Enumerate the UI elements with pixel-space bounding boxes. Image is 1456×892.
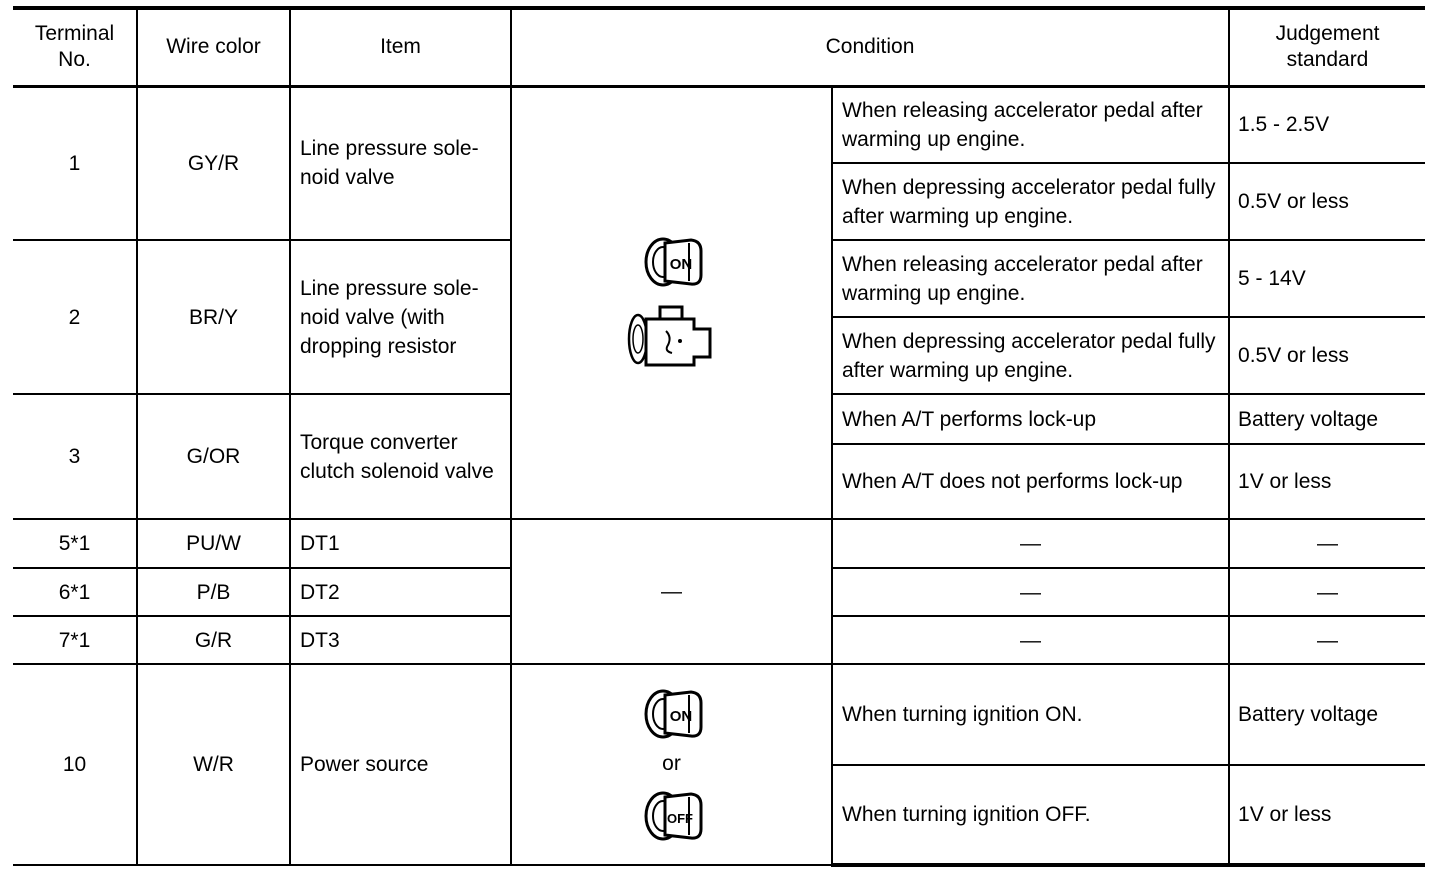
judgement-value: —	[1229, 616, 1425, 664]
judgement-value: Battery voltage	[1229, 394, 1425, 444]
item-name: DT3	[290, 616, 511, 664]
item-name: Line pressure sole-noid valve (with dropping resistor	[290, 240, 511, 394]
condition-text: —	[832, 519, 1229, 568]
condition-text: When turning ignition ON.	[832, 664, 1229, 765]
table-row	[13, 664, 1425, 765]
svg-text:ON: ON	[669, 707, 692, 725]
judgement-value: 1V or less	[1229, 765, 1425, 865]
terminal-spec-table	[13, 6, 1425, 867]
judgement-value: —	[1229, 519, 1425, 568]
ignition-key-on-icon	[639, 683, 705, 745]
terminal-number: 6*1	[13, 568, 137, 616]
svg-text:ON: ON	[669, 255, 692, 273]
header-item: Item	[290, 8, 511, 86]
condition-icons-group-c	[511, 664, 832, 865]
judgement-value: 1V or less	[1229, 444, 1425, 519]
condition-text: When depressing accelerator pedal fully after warming up engine.	[832, 163, 1229, 240]
condition-icons-group-b: —	[511, 519, 832, 664]
terminal-number: 1	[13, 86, 137, 240]
header-row	[13, 8, 1425, 86]
item-name: Torque converter clutch solenoid valve	[290, 394, 511, 519]
header-condition: Condition	[511, 8, 1229, 86]
header-terminal: Terminal No.	[13, 8, 137, 86]
terminal-number: 7*1	[13, 616, 137, 664]
wire-color: PU/W	[137, 519, 290, 568]
table-row	[13, 519, 1425, 568]
judgement-value: 5 - 14V	[1229, 240, 1425, 317]
terminal-number: 3	[13, 394, 137, 519]
judgement-value: Battery voltage	[1229, 664, 1425, 765]
condition-text: When A/T does not performs lock-up	[832, 444, 1229, 519]
item-name: Line pressure sole-noid valve	[290, 86, 511, 240]
item-name: Power source	[290, 664, 511, 865]
wire-color: W/R	[137, 664, 290, 865]
wire-color: P/B	[137, 568, 290, 616]
terminal-number: 5*1	[13, 519, 137, 568]
condition-text: When depressing accelerator pedal fully after warming up engine.	[832, 317, 1229, 394]
wire-color: BR/Y	[137, 240, 290, 394]
svg-text:OFF: OFF	[666, 810, 693, 826]
header-wire-color: Wire color	[137, 8, 290, 86]
condition-text: When releasing accelerator pedal after warming up engine.	[832, 86, 1229, 163]
judgement-value: 0.5V or less	[1229, 163, 1425, 240]
table-row	[13, 86, 1425, 163]
condition-text: —	[832, 616, 1229, 664]
wire-color: GY/R	[137, 86, 290, 240]
condition-text: When A/T performs lock-up	[832, 394, 1229, 444]
or-label: or	[662, 751, 681, 775]
judgement-value: —	[1229, 568, 1425, 616]
wire-color: G/R	[137, 616, 290, 664]
ignition-key-on-icon	[639, 231, 705, 293]
ignition-key-off-icon	[639, 785, 705, 847]
condition-text: When releasing accelerator pedal after warming up engine.	[832, 240, 1229, 317]
condition-text: —	[832, 568, 1229, 616]
terminal-number: 2	[13, 240, 137, 394]
terminal-number: 10	[13, 664, 137, 865]
condition-text: When turning ignition OFF.	[832, 765, 1229, 865]
item-name: DT2	[290, 568, 511, 616]
engine-running-icon	[624, 301, 720, 375]
condition-icons-group-a	[511, 86, 832, 519]
judgement-value: 0.5V or less	[1229, 317, 1425, 394]
judgement-value: 1.5 - 2.5V	[1229, 86, 1425, 163]
wire-color: G/OR	[137, 394, 290, 519]
item-name: DT1	[290, 519, 511, 568]
header-judgement: Judgement standard	[1229, 8, 1425, 86]
